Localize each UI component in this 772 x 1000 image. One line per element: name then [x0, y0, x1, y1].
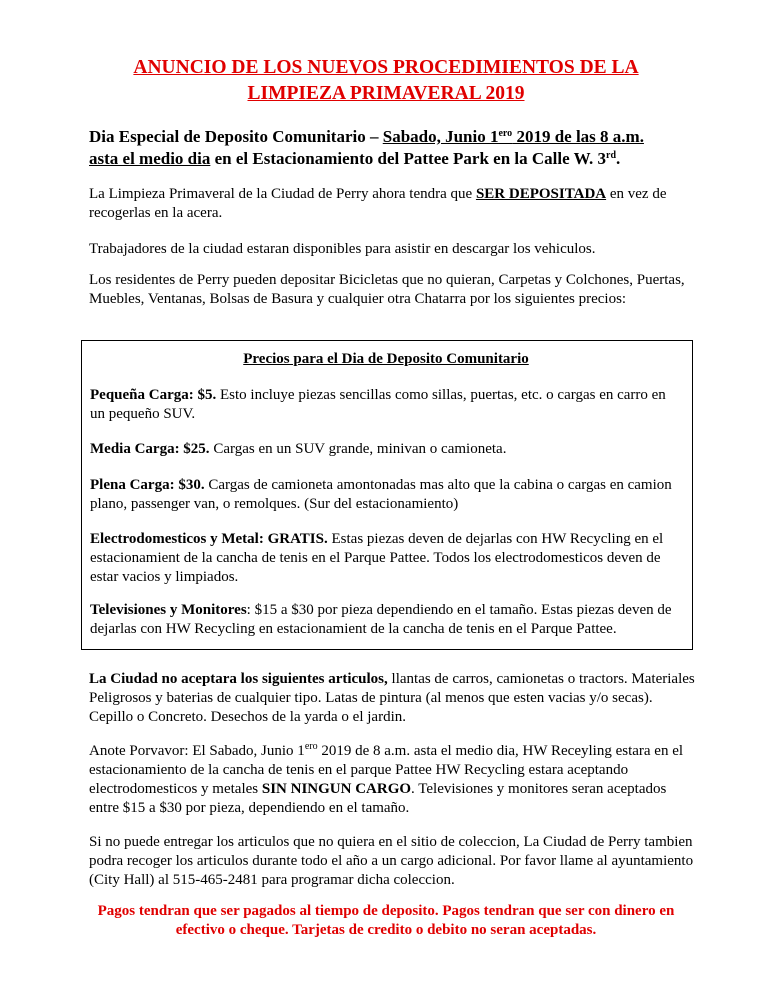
- intro-paragraph-3: Los residentes de Perry pueden depositar Bicicletas que no quieran, Carpetas y Colchones, Puertas, Muebles, Ventanas, Bolsas de Basura y cualquier otra Chatarra por los siguientes precios:: [89, 272, 685, 307]
- price-item-text: Estas piezas deven de dejarlas con HW Recycling en el estacionamient de la cancha de tenis en el Parque Pattee. Todos los electrodomesticos deven de estar vacios y limpiados.: [90, 531, 664, 585]
- subheading-prefix: Dia Especial de Deposito Comunitario –: [89, 127, 383, 146]
- price-item-label: Televisiones y Monitores: [90, 602, 247, 618]
- price-item-label: Electrodomesticos y Metal: GRATIS.: [90, 531, 328, 547]
- subheading-end: .: [616, 149, 621, 168]
- payment-notice-line-2: efectivo o cheque. Tarjetas de credito o debito no seran aceptadas.: [175, 922, 597, 938]
- intro-paragraph-1: [89, 185, 699, 223]
- event-date-b: 2019 de las 8 a.m.: [512, 127, 644, 146]
- title-line-2: LIMPIEZA PRIMAVERAL 2019: [247, 83, 525, 104]
- price-item-text: Cargas de camioneta amontonadas mas alto que la cabina o cargas en camion plano, passenger van, o remolques. (Sur del estacionamiento): [90, 477, 672, 512]
- price-item-label: Plena Carga: $30.: [90, 477, 205, 493]
- event-subheading: [89, 126, 729, 170]
- intro-p1-bold: SER DEPOSITADA: [475, 186, 607, 202]
- price-item-text: : $15 a $30 por pieza dependiendo en el tamaño. Estas piezas deven de dejarlas con HW Recycling en estacionamient de la cancha de tenis en el Parque Pattee.: [90, 602, 672, 637]
- price-item: [90, 476, 682, 514]
- pickup-paragraph: Si no puede entregar los articulos que no quiera en el sitio de coleccion, La Ciudad de Perry tambien podra recoger los articulos durante todo el año a un cargo adicional. Por favor llame al ayuntamiento (City Hall) al 515-465-2481 para programar dicha coleccion.: [89, 834, 694, 888]
- event-date-sup: ero: [498, 128, 513, 139]
- intro-p1-b: en vez de recogerlas en la acera.: [89, 186, 667, 221]
- price-item: [90, 440, 682, 459]
- price-item-label: Media Carga: $25.: [90, 441, 210, 457]
- note-sup: ero: [304, 741, 318, 752]
- event-location: en el Estacionamiento del Pattee Park en la Calle W. 3: [210, 149, 607, 168]
- event-date: [383, 127, 644, 146]
- not-accepted-text: llantas de carros, camionetas o tractors. Materiales Peligrosos y baterias de cualquier tipo. Latas de pintura (al menos que esten vacias y/o secas). Cepillo o Concreto. Desechos de la yarda o el jardin.: [89, 671, 695, 725]
- note-a: Anote Porvavor: El Sabado, Junio 1: [89, 743, 305, 759]
- intro-paragraph-2: Trabajadores de la ciudad estaran disponibles para asistir en descargar los vehiculos.: [89, 241, 596, 257]
- note-paragraph: [89, 742, 699, 818]
- location-sup: rd: [606, 150, 617, 161]
- payment-notice-line-1: Pagos tendran que ser pagados al tiempo de deposito. Pagos tendran que ser con dinero en: [97, 903, 675, 919]
- price-item-label: Pequeña Carga: $5.: [90, 387, 217, 403]
- price-box-heading: Precios para el Dia de Deposito Comunitario: [243, 351, 529, 367]
- price-box: [81, 340, 693, 650]
- payment-notice: [60, 902, 712, 940]
- not-accepted-bold: La Ciudad no aceptara los siguientes articulos,: [89, 671, 388, 687]
- note-b: 2019 de 8 a.m. asta el medio dia, HW Receyling estara en el estacionamiento de la cancha de tenis en el parque Pattee HW Recycling estara aceptando electrodomesticos y metales: [89, 743, 684, 797]
- price-item: [90, 601, 682, 639]
- title-line-1: ANUNCIO DE LOS NUEVOS PROCEDIMIENTOS DE LA: [133, 57, 639, 78]
- not-accepted-paragraph: [89, 670, 699, 727]
- price-item-text: Esto incluye piezas sencillas como sillas, puertas, etc. o cargas en carro en un pequeño SUV.: [90, 387, 666, 422]
- price-item: [90, 530, 682, 587]
- note-c: . Televisiones y monitores seran aceptados entre $15 a $30 por pieza, dependiendo en el tamaño.: [89, 781, 667, 816]
- price-item: [90, 386, 682, 424]
- intro-p1-a: La Limpieza Primaveral de la Ciudad de Perry ahora tendra que: [89, 186, 476, 202]
- event-date-a: Sabado, Junio 1: [382, 127, 499, 146]
- note-bold: SIN NINGUN CARGO: [261, 781, 412, 797]
- price-item-text: Cargas en un SUV grande, minivan o camioneta.: [209, 441, 507, 457]
- page-title: [0, 55, 772, 107]
- event-time: asta el medio dia: [89, 149, 211, 168]
